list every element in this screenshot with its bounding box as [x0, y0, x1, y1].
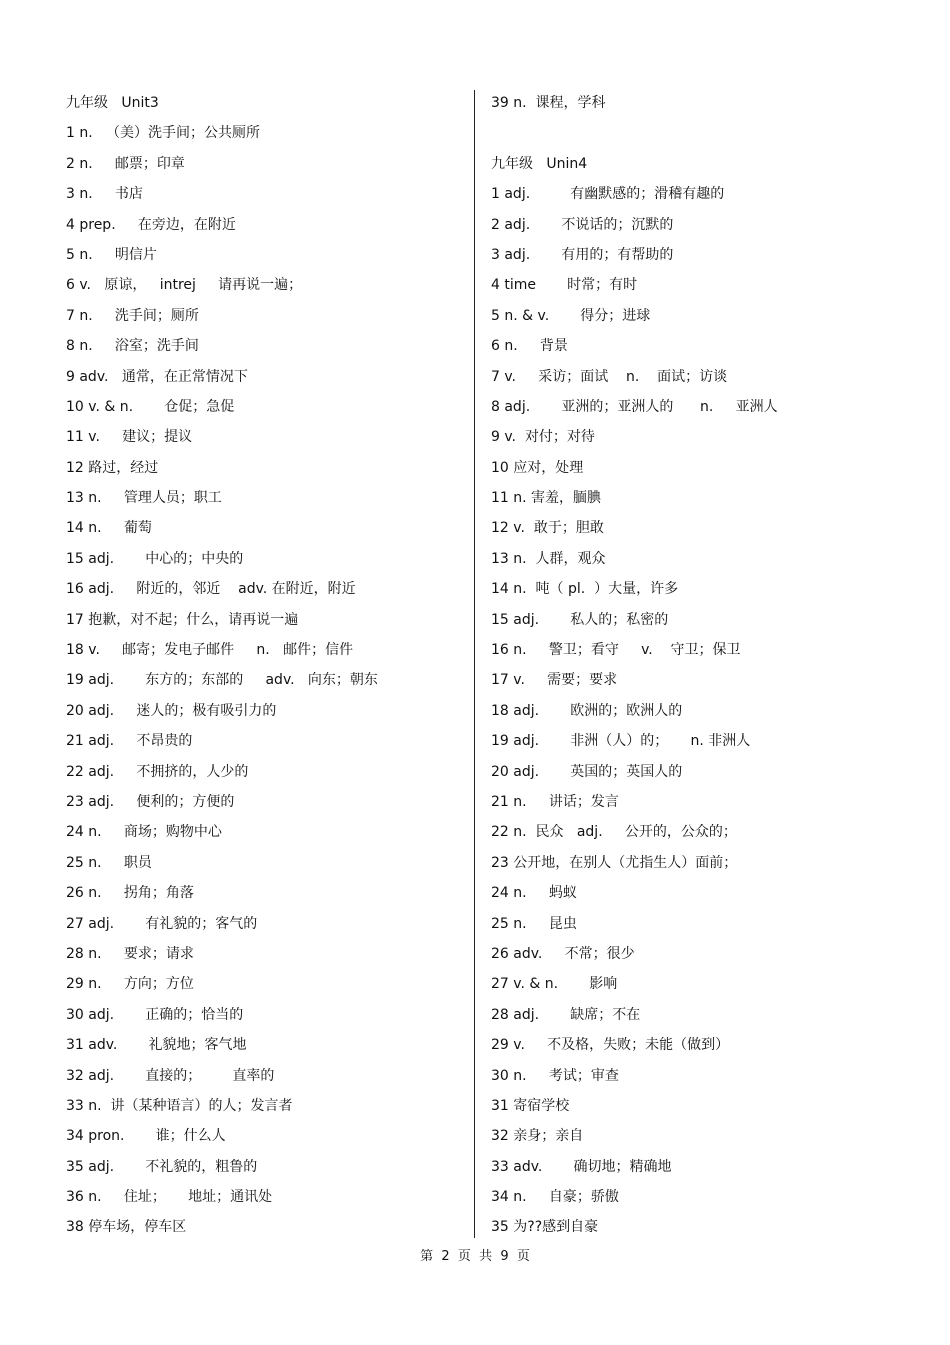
vocab-entry: 32 亲身；亲自 — [491, 1128, 584, 1145]
unit-heading: 九年级 Unit3 — [66, 95, 159, 111]
vocab-entry: 1 adj. 有幽默感的；滑稽有趣的 — [491, 186, 725, 203]
vocab-entry: 25 n. 昆虫 — [491, 915, 577, 932]
vocab-entry: 24 n. 商场；购物中心 — [66, 824, 222, 841]
blank-line — [491, 118, 931, 148]
vocab-entry: 12 路过，经过 — [66, 459, 159, 476]
vocab-entry: 13 n. 管理人员；职工 — [66, 490, 222, 507]
vocab-entry: 21 adj. 不昂贵的 — [66, 733, 193, 750]
vocab-entry: 18 adj. 欧洲的；欧洲人的 — [491, 702, 683, 719]
vocab-entry: 20 adj. 英国的；英国人的 — [491, 763, 683, 780]
vocab-entry: 16 adj. 附近的，邻近 adv. 在附近，附近 — [66, 581, 356, 598]
vocab-entry: 11 v. 建议；提议 — [66, 429, 193, 446]
vocab-entry: 33 n. 讲（某种语言）的人；发言者 — [66, 1097, 293, 1114]
vocab-entry: 12 v. 敢于；胆敢 — [491, 520, 604, 537]
unit-heading: 九年级 Unin4 — [491, 155, 588, 172]
page-number-footer: 第 2 页 共 9 页 — [420, 1249, 530, 1264]
vocab-entry: 22 n. 民众 adj. 公开的，公众的； — [491, 824, 737, 841]
vocab-entry: 19 adj. 东方的；东部的 adv. 向东；朝东 — [66, 672, 378, 689]
vocab-entry: 29 n. 方向；方位 — [66, 976, 194, 993]
vocab-entry: 9 adv. 通常，在正常情况下 — [66, 368, 248, 385]
vocab-entry: 27 v. & n. 影响 — [491, 976, 618, 993]
vocab-entry: 34 pron. 谁；什么人 — [66, 1128, 226, 1145]
vocab-entry: 8 adj. 亚洲的；亚洲人的 n. 亚洲人 — [491, 398, 778, 415]
vocab-entry: 23 公开地，在别人（尤指生人）面前； — [491, 854, 738, 871]
vocab-entry: 39 n. 课程，学科 — [491, 95, 606, 111]
vocab-entry: 21 n. 讲话；发言 — [491, 793, 619, 810]
left-column — [66, 88, 466, 1243]
vocab-entry: 15 adj. 中心的；中央的 — [66, 550, 244, 567]
vocab-entry: 28 adj. 缺席；不在 — [491, 1006, 641, 1023]
vocab-entry: 33 adv. 确切地；精确地 — [491, 1158, 672, 1175]
vocab-entry: 10 v. & n. 仓促；急促 — [66, 398, 235, 415]
vocab-entry: 30 n. 考试；审查 — [491, 1067, 619, 1084]
vocab-entry: 35 adj. 不礼貌的，粗鲁的 — [66, 1158, 258, 1175]
vocab-entry: 25 n. 职员 — [66, 854, 152, 871]
vocab-entry: 35 为??感到自豪 — [491, 1219, 599, 1236]
vocab-entry: 26 adv. 不常；很少 — [491, 945, 635, 962]
vocab-entry: 16 n. 警卫；看守 v. 守卫；保卫 — [491, 642, 741, 659]
vocab-entry: 3 n. 书店 — [66, 186, 143, 203]
vocab-entry: 17 v. 需要；要求 — [491, 672, 618, 689]
vocab-entry: 4 prep. 在旁边，在附近 — [66, 216, 236, 233]
vocab-entry: 28 n. 要求；请求 — [66, 945, 194, 962]
vocab-entry: 32 adj. 直接的； 直率的 — [66, 1067, 275, 1084]
vocab-entry: 7 n. 洗手间；厕所 — [66, 307, 199, 324]
vocab-entry: 14 n. 葡萄 — [66, 520, 152, 537]
vocab-entry: 27 adj. 有礼貌的；客气的 — [66, 915, 258, 932]
vocab-entry: 4 time 时常；有时 — [491, 277, 638, 294]
vocab-entry: 2 adj. 不说话的；沉默的 — [491, 216, 674, 233]
vocab-entry: 31 adv. 礼貌地；客气地 — [66, 1037, 247, 1054]
vocab-entry: 30 adj. 正确的；恰当的 — [66, 1006, 244, 1023]
vocab-entry: 8 n. 浴室；洗手间 — [66, 338, 199, 355]
vocab-entry: 7 v. 采访；面试 n. 面试；访谈 — [491, 368, 728, 385]
vocab-entry: 22 adj. 不拥挤的，人少的 — [66, 763, 249, 780]
vocab-entry: 36 n. 住址； 地址；通讯处 — [66, 1189, 273, 1206]
vocab-entry: 9 v. 对付；对待 — [491, 429, 595, 446]
vocab-entry: 5 n. 明信片 — [66, 246, 157, 263]
vocab-entry: 15 adj. 私人的；私密的 — [491, 611, 669, 628]
vocab-entry: 20 adj. 迷人的；极有吸引力的 — [66, 702, 277, 719]
vocab-entry: 26 n. 拐角；角落 — [66, 885, 194, 902]
vocab-entry: 29 v. 不及格，失败；未能（做到） — [491, 1037, 730, 1054]
vocab-entry: 2 n. 邮票；印章 — [66, 155, 185, 172]
right-column — [491, 88, 931, 1243]
vocab-entry: 5 n. & v. 得分；进球 — [491, 307, 651, 324]
vocab-entry: 19 adj. 非洲（人）的； n. 非洲人 — [491, 733, 751, 750]
vocab-entry: 6 v. 原谅， intrej 请再说一遍； — [66, 277, 303, 294]
vocab-entry: 11 n. 害羞，腼腆 — [491, 490, 602, 507]
vocab-entry: 14 n. 吨（ pl. ）大量，许多 — [491, 581, 679, 598]
vocab-entry: 24 n. 蚂蚁 — [491, 885, 577, 902]
vocab-entry: 31 寄宿学校 — [491, 1097, 570, 1114]
vocab-entry: 34 n. 自豪；骄傲 — [491, 1189, 619, 1206]
vocab-entry: 3 adj. 有用的；有帮助的 — [491, 246, 674, 263]
vocab-entry: 13 n. 人群，观众 — [491, 550, 606, 567]
vocab-entry: 18 v. 邮寄；发电子邮件 n. 邮件；信件 — [66, 642, 354, 659]
vocab-entry: 10 应对，处理 — [491, 459, 584, 476]
vocab-entry: 23 adj. 便利的；方便的 — [66, 793, 235, 810]
vocab-entry: 38 停车场，停车区 — [66, 1219, 187, 1236]
vocab-entry: 1 n. （美）洗手间；公共厕所 — [66, 125, 261, 142]
vocab-entry: 17 抱歉，对不起；什么，请再说一遍 — [66, 611, 299, 628]
vocab-entry: 6 n. 背景 — [491, 338, 568, 355]
column-divider — [474, 90, 475, 1238]
